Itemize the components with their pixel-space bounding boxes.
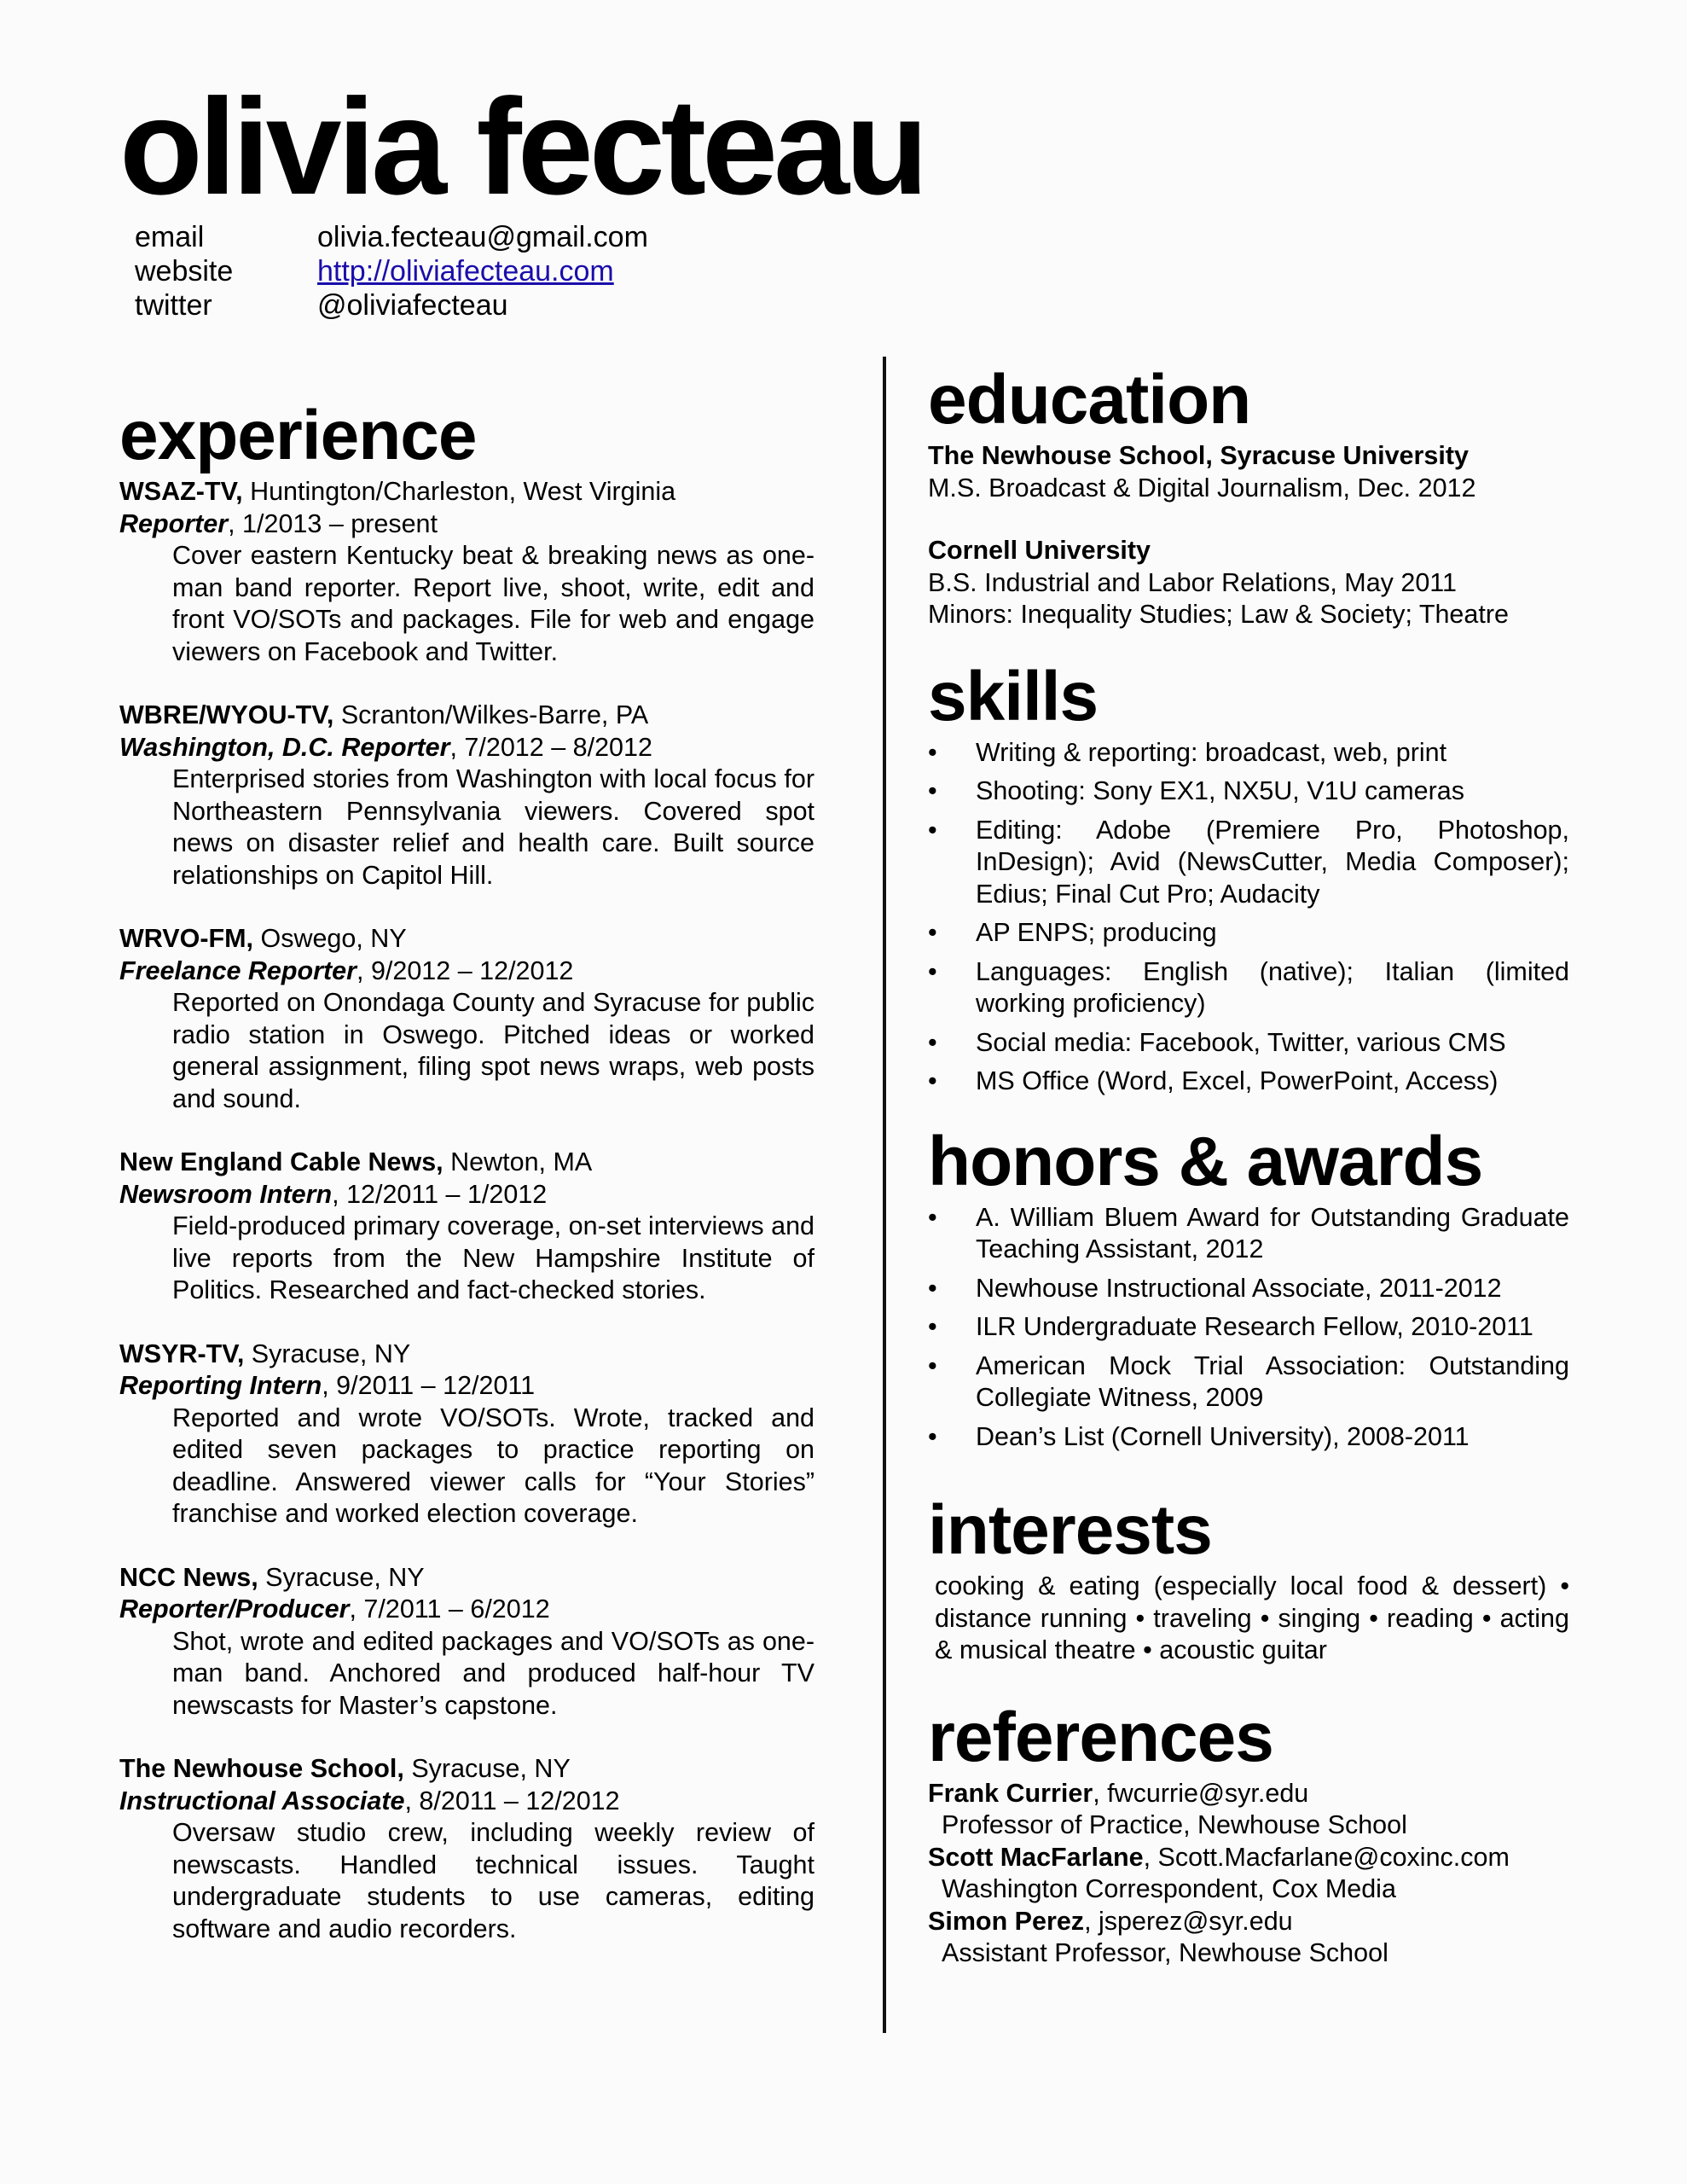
job-location: Scranton/Wilkes-Barre, PA (333, 700, 649, 729)
website-link[interactable]: http://oliviafecteau.com (317, 255, 614, 288)
minors-line: Minors: Inequality Studies; Law & Society; Theatre (928, 600, 1509, 629)
job-description: Enterprised stories from Washington with local focus for Northeastern Pennsylvania viewers. Covered spot news on disaster relief and health care. Built source relationships on Capitol Hill. (172, 764, 815, 890)
bullet-icon: • (928, 1066, 937, 1095)
bullet-icon: • (928, 1421, 937, 1451)
job-org: New England Cable News, (119, 1147, 443, 1176)
list-item: • AP ENPS; producing (928, 917, 1569, 950)
job-dates: , 12/2011 – 1/2012 (332, 1179, 548, 1209)
bullet-icon: • (928, 1027, 937, 1057)
job-entry (119, 1562, 815, 1722)
skills-list (928, 737, 1569, 1098)
list-item: • Editing: Adobe (Premiere Pro, Photoshop, InDesign); Avid (NewsCutter, Media Composer); Edius; Final Cut Pro; Audacity (928, 815, 1569, 909)
right-column (928, 361, 1569, 1970)
job-entry (119, 1753, 815, 1945)
list-item: • American Mock Trial Association: Outstanding Collegiate Witness, 2009 (928, 1350, 1569, 1412)
list-item: • A. William Bluem Award for Outstanding Graduate Teaching Assistant, 2012 (928, 1202, 1569, 1263)
job-org: WRVO-FM, (119, 924, 253, 953)
interests-text: cooking & eating (especially local food & dessert) • distance running • traveling • singing • reading • acting & musical theatre • acoustic guitar (935, 1571, 1569, 1664)
job-org: NCC News, (119, 1562, 258, 1592)
contact-label: email (135, 221, 205, 253)
degree-line: B.S. Industrial and Labor Relations, May 2011 (928, 567, 1457, 597)
job-location: Syracuse, NY (258, 1562, 425, 1592)
bullet-icon: • (928, 776, 937, 805)
job-role: Reporter/Producer (119, 1594, 350, 1623)
reference-name: Simon Perez (928, 1906, 1085, 1936)
references-list (928, 1778, 1569, 1970)
job-description: Cover eastern Kentucky beat & breaking news as one-man band reporter. Report live, shoot, write, edit and front VO/SOTs and packages. File for web and engage viewers on Facebook and Twitter. (172, 541, 815, 666)
job-entry (119, 700, 815, 892)
job-dates: , 7/2012 – 8/2012 (449, 732, 652, 762)
list-item: • Writing & reporting: broadcast, web, print (928, 737, 1569, 770)
job-location: Syracuse, NY (244, 1339, 411, 1368)
list-item: • ILR Undergraduate Research Fellow, 2010-2011 (928, 1311, 1569, 1344)
job-entry (119, 1339, 815, 1531)
bullet-icon: • (928, 956, 937, 986)
job-org: WBRE/WYOU-TV, (119, 700, 334, 729)
list-item: • MS Office (Word, Excel, PowerPoint, Access) (928, 1066, 1569, 1098)
job-dates: , 9/2011 – 12/2011 (322, 1371, 536, 1400)
education-heading: education (928, 361, 1251, 439)
reference-entry (928, 1842, 1569, 1906)
bullet-icon: • (928, 815, 937, 845)
job-entry (119, 1147, 815, 1307)
bullet-icon: • (928, 1273, 937, 1303)
reference-name: Frank Currier (928, 1778, 1093, 1808)
reference-name: Scott MacFarlane (928, 1842, 1144, 1872)
reference-email: , Scott.Macfarlane@coxinc.com (1143, 1842, 1510, 1872)
job-description: Reported on Onondaga County and Syracuse for public radio station in Oswego. Pitched ideas or worked general assignment, filing spot news wraps, web posts and sound. (172, 988, 815, 1113)
job-dates: , 7/2011 – 6/2012 (349, 1594, 550, 1623)
job-description: Reported and wrote VO/SOTs. Wrote, tracked and edited seven packages to practice reporting on deadline. Answered viewer calls for “Your Stories” franchise and worked election coverage. (172, 1403, 815, 1528)
contact-row-website (135, 254, 648, 288)
job-entry (119, 923, 815, 1115)
reference-title: Assistant Professor, Newhouse School (942, 1938, 1388, 1967)
reference-email: , fwcurrie@syr.edu (1093, 1778, 1309, 1808)
experience-heading: experience (119, 397, 477, 474)
bullet-icon: • (928, 1350, 937, 1380)
job-org: The Newhouse School, (119, 1754, 404, 1783)
contact-twitter: @oliviafecteau (317, 289, 508, 322)
education-entry (928, 440, 1569, 504)
job-location: Oswego, NY (253, 924, 407, 953)
contact-row-twitter (135, 288, 648, 322)
bullet-icon: • (928, 1312, 937, 1341)
degree-line: M.S. Broadcast & Digital Journalism, Dec. 2012 (928, 473, 1476, 502)
job-org: WSYR-TV, (119, 1339, 245, 1368)
interests-heading: interests (928, 1491, 1212, 1569)
job-location: Newton, MA (443, 1147, 593, 1176)
bullet-icon: • (928, 737, 937, 767)
school-name: Cornell University (928, 536, 1151, 565)
contact-row-email (135, 220, 648, 254)
contact-label: website (135, 255, 234, 288)
job-role: Instructional Associate (119, 1786, 405, 1815)
contact-label: twitter (135, 289, 212, 322)
list-item: • Shooting: Sony EX1, NX5U, V1U cameras (928, 775, 1569, 808)
job-entry (119, 476, 815, 668)
job-dates: , 1/2013 – present (228, 508, 438, 538)
list-item: • Dean’s List (Cornell University), 2008-2011 (928, 1421, 1569, 1454)
contact-email: olivia.fecteau@gmail.com (317, 221, 648, 253)
job-dates: , 8/2011 – 12/2012 (404, 1786, 620, 1815)
resume-name: olivia fecteau (119, 70, 925, 223)
education-entry (928, 535, 1569, 631)
reference-entry (928, 1906, 1569, 1970)
job-description: Oversaw studio crew, including weekly review of newscasts. Handled technical issues. Taught undergraduate students to use cameras, editing software and audio recorders. (172, 1818, 815, 1943)
list-item: • Languages: English (native); Italian (limited working proficiency) (928, 956, 1569, 1018)
job-role: Freelance Reporter (119, 956, 357, 985)
job-description: Shot, wrote and edited packages and VO/SOTs as one-man band. Anchored and produced half-hour TV newscasts for Master’s capstone. (172, 1626, 815, 1720)
job-org: WSAZ-TV, (119, 477, 243, 506)
contact-block (135, 220, 648, 322)
job-description: Field-produced primary coverage, on-set interviews and live reports from the New Hampshire Institute of Politics. Researched and fact-checked stories. (172, 1211, 815, 1304)
column-divider (883, 357, 886, 2033)
job-role: Newsroom Intern (119, 1179, 333, 1209)
references-heading: references (928, 1698, 1273, 1776)
bullet-icon: • (928, 918, 937, 947)
honors-heading: honors & awards (928, 1122, 1483, 1200)
experience-column (119, 397, 815, 1977)
list-item: • Social media: Facebook, Twitter, various CMS (928, 1027, 1569, 1060)
reference-entry (928, 1778, 1569, 1842)
job-role: Washington, D.C. Reporter (119, 732, 450, 762)
job-dates: , 9/2012 – 12/2012 (357, 956, 574, 985)
job-role: Reporting Intern (119, 1371, 322, 1400)
job-role: Reporter (119, 508, 229, 538)
reference-email: , jsperez@syr.edu (1084, 1906, 1293, 1936)
job-location: Huntington/Charleston, West Virginia (242, 477, 676, 506)
skills-heading: skills (928, 657, 1099, 735)
school-name: The Newhouse School, Syracuse University (928, 441, 1469, 470)
bullet-icon: • (928, 1202, 937, 1232)
honors-list (928, 1202, 1569, 1454)
job-location: Syracuse, NY (403, 1754, 571, 1783)
list-item: • Newhouse Instructional Associate, 2011-2012 (928, 1273, 1569, 1305)
reference-title: Washington Correspondent, Cox Media (942, 1874, 1396, 1903)
reference-title: Professor of Practice, Newhouse School (942, 1810, 1407, 1839)
